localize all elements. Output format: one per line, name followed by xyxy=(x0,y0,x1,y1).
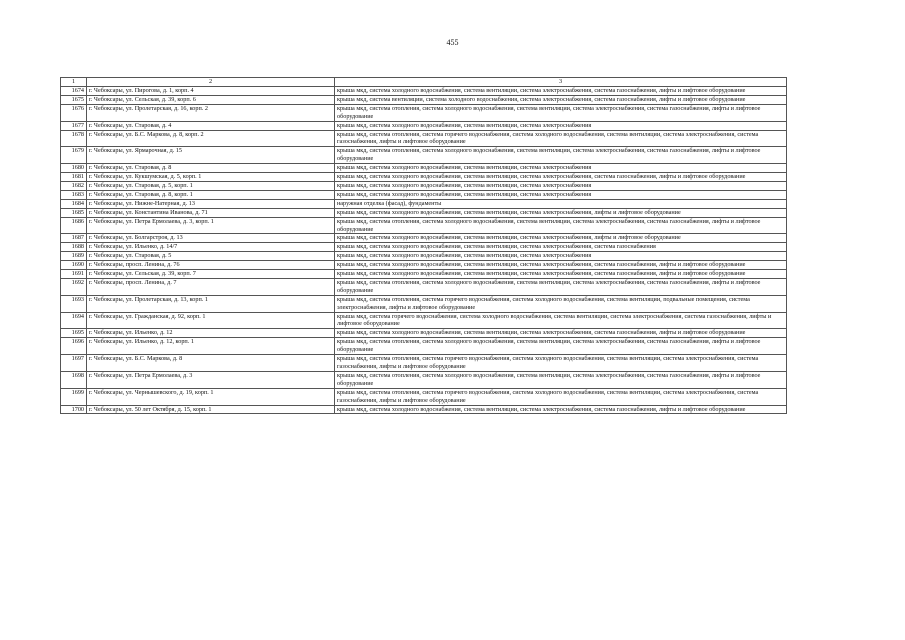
row-works: крыша мкд, система холодного водоснабжения, система вентиляции, система электроснабжения xyxy=(335,181,787,190)
row-address: г. Чебоксары, ул. Петра Ермолаева, д. 3, корп. 1 xyxy=(87,217,335,234)
table-row xyxy=(61,121,787,130)
row-number: 1678 xyxy=(61,130,87,147)
row-address: г. Чебоксары, ул. Ильенко, д. 12 xyxy=(87,329,335,338)
row-number: 1680 xyxy=(61,164,87,173)
table-row xyxy=(61,405,787,414)
row-address: г. Чебоксары, ул. Пролетарская, д. 13, корп. 1 xyxy=(87,295,335,312)
row-address: г. Чебоксары, ул. Сельская, д. 39, корп. 6 xyxy=(87,95,335,104)
row-number: 1682 xyxy=(61,181,87,190)
table-row xyxy=(61,312,787,329)
row-number: 1676 xyxy=(61,104,87,121)
table-row xyxy=(61,173,787,182)
row-works: крыша мкд, система холодного водоснабжения, система вентиляции, система электроснабжения, система газоснабжения, лифты и лифтовое оборудование xyxy=(335,329,787,338)
row-address: г. Чебоксары, ул. Нижне-Натерная, д. 13 xyxy=(87,199,335,208)
row-address: г. Чебоксары, ул. Старовая, д. 8, корп. 1 xyxy=(87,190,335,199)
row-number: 1685 xyxy=(61,208,87,217)
table-row xyxy=(61,371,787,388)
row-works: крыша мкд, система холодного водоснабжения, система вентиляции, система электроснабжения, лифты и лифтовое оборудование xyxy=(335,208,787,217)
row-number: 1700 xyxy=(61,405,87,414)
row-number: 1691 xyxy=(61,270,87,279)
row-number: 1695 xyxy=(61,329,87,338)
table-row xyxy=(61,270,787,279)
table-row xyxy=(61,199,787,208)
table-row xyxy=(61,329,787,338)
row-works: крыша мкд, система горячего водоснабжения, система холодного водоснабжения, система вентиляции, система электроснабжения, система газоснабжения, лифты и лифтовое оборудование xyxy=(335,312,787,329)
row-number: 1694 xyxy=(61,312,87,329)
row-address: г. Чебоксары, ул. Болгарстроя, д. 13 xyxy=(87,234,335,243)
row-works: крыша мкд, система холодного водоснабжения, система вентиляции, система электроснабжения xyxy=(335,190,787,199)
row-address: г. Чебоксары, ул. Старовая, д. 5 xyxy=(87,252,335,261)
table-row xyxy=(61,147,787,164)
row-number: 1699 xyxy=(61,388,87,405)
row-works: наружная отделка (фасад), фундаменты xyxy=(335,199,787,208)
row-number: 1690 xyxy=(61,261,87,270)
row-address: г. Чебоксары, ул. Б.С. Маркова, д. 8, корп. 2 xyxy=(87,130,335,147)
column-number-3: 3 xyxy=(335,78,787,87)
row-number: 1674 xyxy=(61,87,87,96)
row-address: г. Чебоксары, ул. Ильенко, д. 12, корп. 1 xyxy=(87,338,335,355)
table-row xyxy=(61,181,787,190)
row-number: 1683 xyxy=(61,190,87,199)
row-works: крыша мкд, система холодного водоснабжения, система вентиляции, система электроснабжения xyxy=(335,252,787,261)
row-works: крыша мкд, система отопления, система горячего водоснабжения, система холодного водоснабжения, система вентиляции, система электроснабжения, система газоснабжения, лифты и лифтовое оборудование xyxy=(335,355,787,372)
row-number: 1681 xyxy=(61,173,87,182)
row-works: крыша мкд, система отопления, система холодного водоснабжения, система вентиляции, система электроснабжения, система газоснабжения, лифты и лифтовое оборудование xyxy=(335,217,787,234)
row-works: крыша мкд, система холодного водоснабжения, система вентиляции, система электроснабжения, система газоснабжения, лифты и лифтовое оборудование xyxy=(335,173,787,182)
row-number: 1689 xyxy=(61,252,87,261)
column-number-2: 2 xyxy=(87,78,335,87)
table-row xyxy=(61,243,787,252)
table-row xyxy=(61,164,787,173)
row-number: 1698 xyxy=(61,371,87,388)
table-row xyxy=(61,190,787,199)
row-works: крыша мкд, система отопления, система горячего водоснабжения, система холодного водоснабжения, система вентиляции, подвальные помещения, система электроснабжения, лифты и лифтовое оборудование xyxy=(335,295,787,312)
page-number: 455 xyxy=(446,38,459,47)
table-row xyxy=(61,87,787,96)
table-row xyxy=(61,252,787,261)
row-number: 1684 xyxy=(61,199,87,208)
row-works: крыша мкд, система холодного водоснабжения, система вентиляции, система электроснабжения, система газоснабжения, лифты и лифтовое оборудование xyxy=(335,405,787,414)
table-row xyxy=(61,338,787,355)
row-works: крыша мкд, система холодного водоснабжения, система вентиляции, система электроснабжения, лифты и лифтовое оборудование xyxy=(335,234,787,243)
row-works: крыша мкд, система отопления, система горячего водоснабжения, система холодного водоснабжения, система вентиляции, система электроснабжения, система газоснабжения, лифты и лифтовое оборудование xyxy=(335,388,787,405)
table-row xyxy=(61,388,787,405)
table-row xyxy=(61,295,787,312)
row-address: г. Чебоксары, ул. Старовая, д. 5, корп. 1 xyxy=(87,181,335,190)
table-row xyxy=(61,104,787,121)
row-address: г. Чебоксары, ул. Пролетарская, д. 16, корп. 2 xyxy=(87,104,335,121)
buildings-table xyxy=(60,77,787,414)
table-row xyxy=(61,234,787,243)
row-works: крыша мкд, система отопления, система горячего водоснабжения, система холодного водоснабжения, система вентиляции, система электроснабжения, система газоснабжения, лифты и лифтовое оборудование xyxy=(335,130,787,147)
row-address: г. Чебоксары, ул. Гражданская, д. 92, корп. 1 xyxy=(87,312,335,329)
row-number: 1696 xyxy=(61,338,87,355)
row-works: крыша мкд, система холодного водоснабжения, система вентиляции, система электроснабжения, система газоснабжения xyxy=(335,243,787,252)
row-number: 1697 xyxy=(61,355,87,372)
row-address: г. Чебоксары, ул. Чернышевского, д. 19, корп. 1 xyxy=(87,388,335,405)
column-number-row xyxy=(61,78,787,87)
table-row xyxy=(61,130,787,147)
row-address: г. Чебоксары, ул. Сельская, д. 39, корп. 7 xyxy=(87,270,335,279)
row-number: 1679 xyxy=(61,147,87,164)
row-works: крыша мкд, система холодного водоснабжения, система вентиляции, система электроснабжения xyxy=(335,121,787,130)
row-number: 1675 xyxy=(61,95,87,104)
row-works: крыша мкд, система вентиляции, система холодного водоснабжения, система электроснабжения, система газоснабжения, лифты и лифтовое оборудование xyxy=(335,95,787,104)
row-number: 1677 xyxy=(61,121,87,130)
row-address: г. Чебоксары, ул. 50 лет Октября, д. 15, корп. 1 xyxy=(87,405,335,414)
row-works: крыша мкд, система отопления, система холодного водоснабжения, система вентиляции, система электроснабжения, система газоснабжения, лифты и лифтовое оборудование xyxy=(335,147,787,164)
row-works: крыша мкд, система отопления, система холодного водоснабжения, система вентиляции, система электроснабжения, система газоснабжения, лифты и лифтовое оборудование xyxy=(335,371,787,388)
row-works: крыша мкд, система холодного водоснабжения, система вентиляции, система электроснабжения, система газоснабжения, лифты и лифтовое оборудование xyxy=(335,87,787,96)
row-address: г. Чебоксары, просп. Ленина, д. 7 xyxy=(87,278,335,295)
table-row xyxy=(61,208,787,217)
table-body xyxy=(61,78,787,414)
row-address: г. Чебоксары, ул. Б.С. Маркова, д. 8 xyxy=(87,355,335,372)
table-row xyxy=(61,217,787,234)
row-number: 1693 xyxy=(61,295,87,312)
row-works: крыша мкд, система отопления, система холодного водоснабжения, система вентиляции, система электроснабжения, система газоснабжения, лифты и лифтовое оборудование xyxy=(335,278,787,295)
row-address: г. Чебоксары, ул. Пирогова, д. 1, корп. 4 xyxy=(87,87,335,96)
row-address: г. Чебоксары, ул. Старовая, д. 4 xyxy=(87,121,335,130)
row-address: г. Чебоксары, ул. Кукшумская, д. 5, корп. 1 xyxy=(87,173,335,182)
row-number: 1692 xyxy=(61,278,87,295)
row-number: 1688 xyxy=(61,243,87,252)
row-works: крыша мкд, система холодного водоснабжения, система вентиляции, система электроснабжения xyxy=(335,164,787,173)
row-address: г. Чебоксары, просп. Ленина, д. 76 xyxy=(87,261,335,270)
column-number-1: 1 xyxy=(61,78,87,87)
row-address: г. Чебоксары, ул. Ильенко, д. 14/7 xyxy=(87,243,335,252)
row-works: крыша мкд, система отопления, система холодного водоснабжения, система вентиляции, система электроснабжения, система газоснабжения, лифты и лифтовое оборудование xyxy=(335,338,787,355)
table-row xyxy=(61,261,787,270)
row-number: 1686 xyxy=(61,217,87,234)
table-row xyxy=(61,355,787,372)
row-number: 1687 xyxy=(61,234,87,243)
row-address: г. Чебоксары, ул. Старовая, д. 8 xyxy=(87,164,335,173)
row-works: крыша мкд, система холодного водоснабжения, система вентиляции, система электроснабжения, система газоснабжения, лифты и лифтовое оборудование xyxy=(335,270,787,279)
row-address: г. Чебоксары, ул. Константина Иванова, д. 71 xyxy=(87,208,335,217)
row-address: г. Чебоксары, ул. Ярмарочная, д. 15 xyxy=(87,147,335,164)
table-row xyxy=(61,278,787,295)
row-works: крыша мкд, система холодного водоснабжения, система вентиляции, система электроснабжения, система газоснабжения, лифты и лифтовое оборудование xyxy=(335,261,787,270)
row-address: г. Чебоксары, ул. Петра Ермолаева, д. 3 xyxy=(87,371,335,388)
row-works: крыша мкд, система отопления, система холодного водоснабжения, система вентиляции, система электроснабжения, система газоснабжения, лифты и лифтовое оборудование xyxy=(335,104,787,121)
table-row xyxy=(61,95,787,104)
